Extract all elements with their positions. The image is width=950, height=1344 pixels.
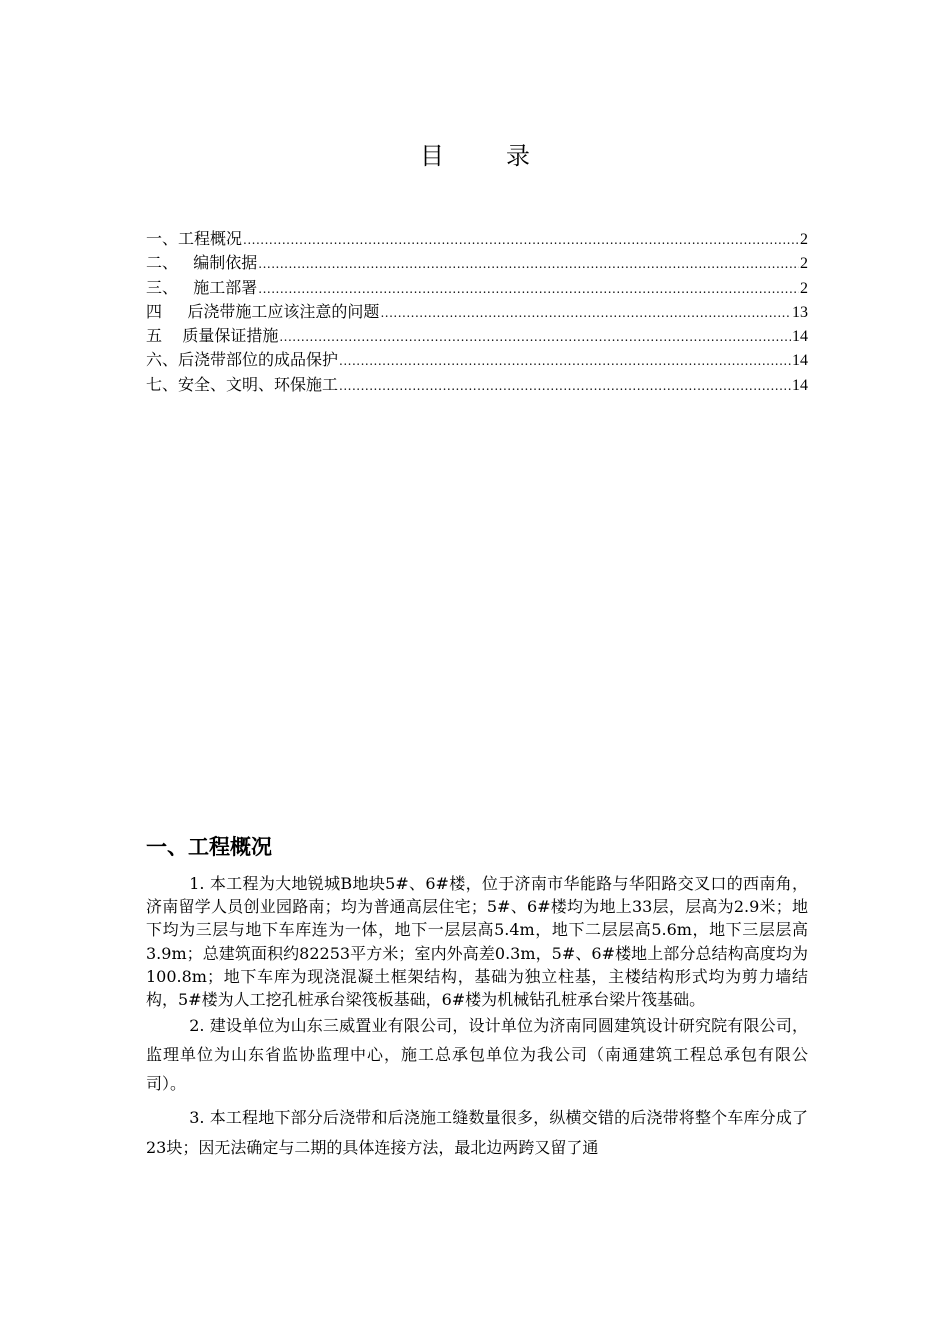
section-body <box>146 872 808 1162</box>
section-heading: 一、工程概况 <box>146 835 272 859</box>
paragraph: 3. 本工程地下部分后浇带和后浇施工缝数量很多，纵横交错的后浇带将整个车库分成了23块；因无法确定与二期的具体连接方法，最北边两跨又留了通 <box>146 1108 808 1157</box>
toc-leader-dots <box>243 228 799 252</box>
toc-entry[interactable] <box>146 300 808 324</box>
toc-title <box>0 136 950 171</box>
table-of-contents <box>146 227 808 397</box>
toc-title-char-1: 目 <box>420 142 444 170</box>
toc-entry-page: 2 <box>800 279 808 297</box>
toc-entry[interactable] <box>146 251 808 275</box>
toc-entry-page: 2 <box>800 255 808 273</box>
toc-leader-dots <box>258 277 799 301</box>
toc-leader-dots <box>380 301 791 325</box>
toc-title-char-2: 录 <box>506 142 530 170</box>
paragraph: 1. 本工程为大地锐城B地块5#、6#楼，位于济南市华能路与华阳路交叉口的西南角，济南留学人员创业园路南；均为普通高层住宅；5#、6#楼均为地上33层，层高为2.9米；地下均为三层与地下车库连为一体，地下一层层高5.4m，地下二层层高5.6m，地下三层层高3.9m；总建筑面积约82253平方米；室内外高差0.3m，5#、6#楼地上部分总结构高度均为100.8m；地下车库为现浇混凝土框架结构，基础为独立柱基，主楼结构形式均为剪力墙结构，5#楼为人工挖孔桩承台梁筏板基础，6#楼为机械钻孔桩承台梁片筏基础。 <box>146 874 808 1010</box>
toc-entry[interactable] <box>146 373 808 397</box>
toc-entry[interactable] <box>146 276 808 300</box>
paragraph: 2. 建设单位为山东三威置业有限公司，设计单位为济南同圆建筑设计研究院有限公司，监理单位为山东省监协监理中心，施工总承包单位为我公司（南通建筑工程总承包有限公司）。 <box>146 1016 808 1094</box>
toc-leader-dots <box>339 374 791 398</box>
toc-entry-label: 五 质量保证措施 <box>146 326 279 346</box>
toc-entry-label: 二、 编制依据 <box>146 253 258 273</box>
toc-entry-page: 14 <box>792 328 808 346</box>
toc-entry[interactable] <box>146 324 808 348</box>
toc-entry-page: 2 <box>800 231 808 248</box>
toc-leader-dots <box>279 325 791 349</box>
toc-leader-dots <box>258 252 799 276</box>
toc-entry-label: 七、安全、文明、环保施工 <box>146 374 339 394</box>
toc-entry-page: 13 <box>792 303 808 321</box>
toc-entry-page: 14 <box>792 376 808 394</box>
toc-entry-label: 一、工程概况 <box>146 229 243 248</box>
toc-entry-label: 四 后浇带施工应该注意的问题 <box>146 301 380 321</box>
toc-entry[interactable] <box>146 348 808 372</box>
toc-leader-dots <box>339 349 791 373</box>
toc-entry-label: 三、 施工部署 <box>146 277 258 297</box>
toc-entry[interactable] <box>146 227 808 251</box>
toc-entry-label: 六、后浇带部位的成品保护 <box>146 350 339 370</box>
toc-entry-page: 14 <box>792 352 808 370</box>
